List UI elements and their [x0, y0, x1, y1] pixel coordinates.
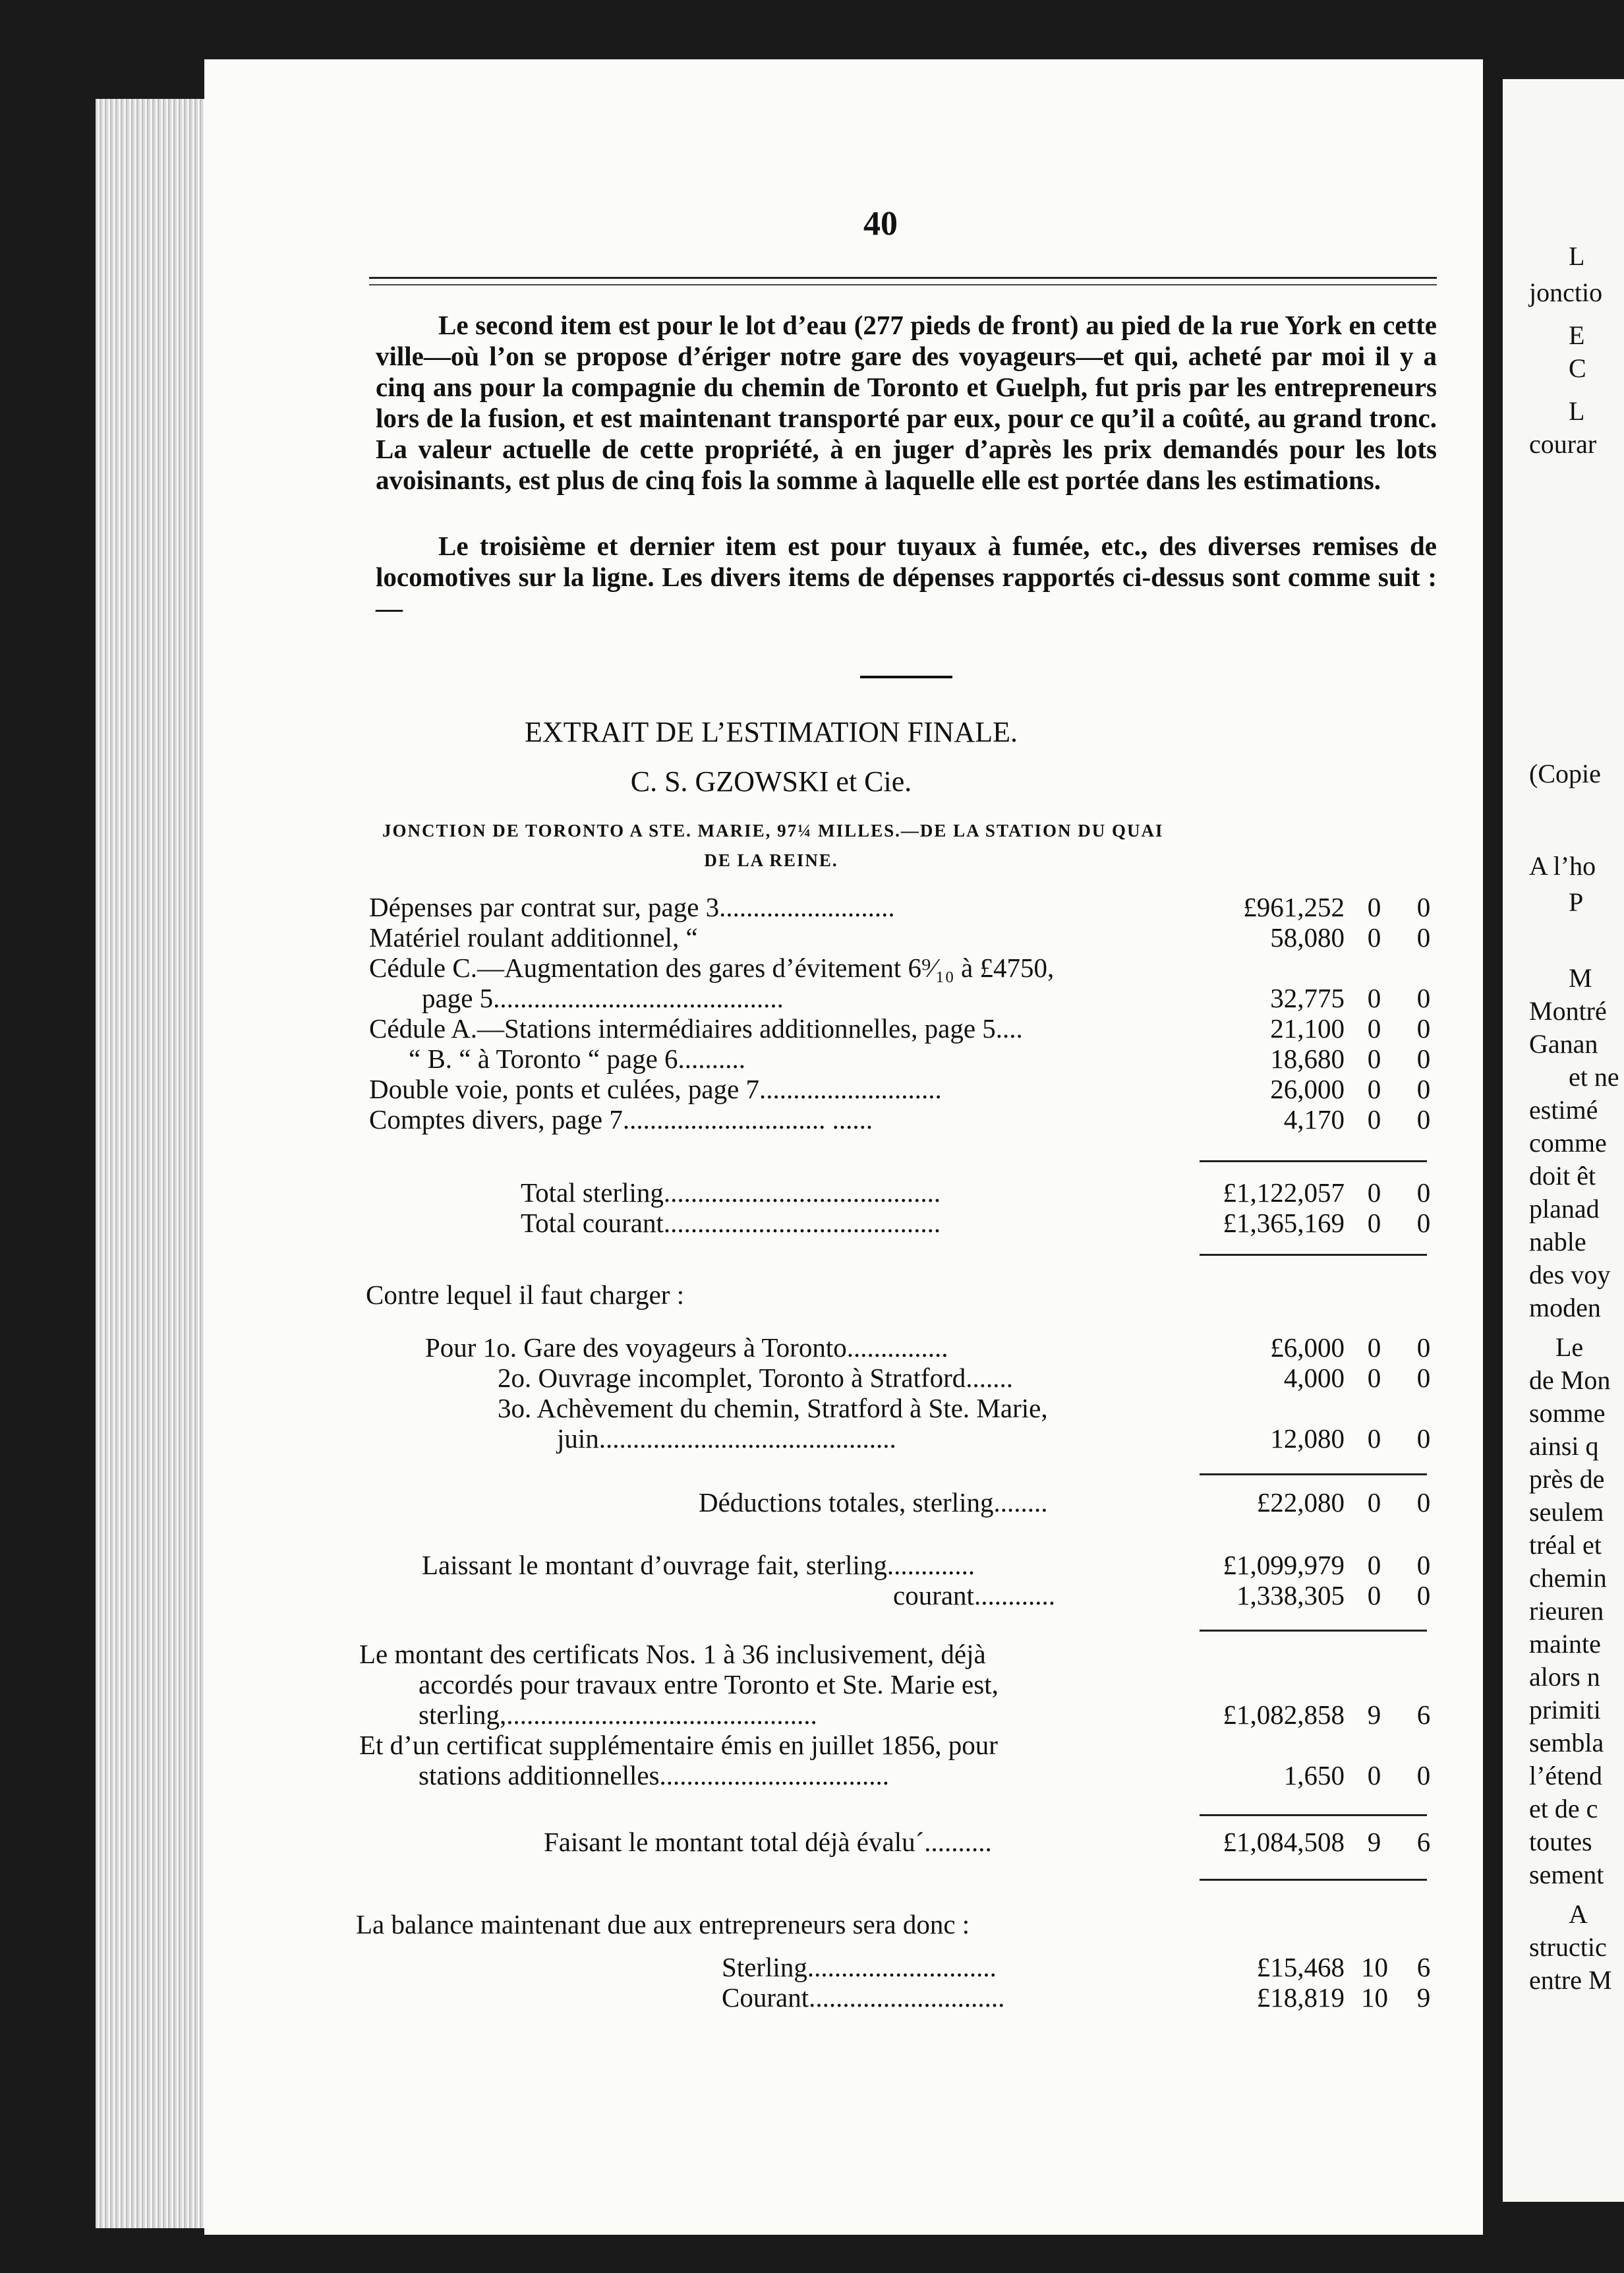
certificate-rule	[1200, 1814, 1427, 1816]
row-amount: 4,000	[1283, 1363, 1345, 1393]
row-label: Matériel roulant additionnel, “	[369, 922, 698, 953]
row-shillings: 10	[1361, 1952, 1388, 1982]
row-shillings: 9	[1367, 1827, 1381, 1857]
estimate-row	[0, 1104, 1624, 1134]
remaining-sterling-row	[0, 1549, 1624, 1579]
facing-page-fragment: somme	[1529, 1398, 1606, 1428]
facing-page-fragment: entre M	[1529, 1965, 1612, 1995]
facing-page-fragment: nable	[1529, 1227, 1586, 1256]
row-label: juin............................................	[557, 1423, 896, 1454]
row-amount: 58,080	[1270, 922, 1345, 953]
facing-page-fragment: comme	[1529, 1128, 1607, 1158]
estimate-title: EXTRAIT DE L’ESTIMATION FINALE.	[525, 716, 1018, 748]
row-pence: 0	[1416, 1013, 1431, 1044]
row-label: page 5...........................................	[422, 983, 784, 1013]
facing-page-fragment: primiti	[1529, 1695, 1601, 1725]
facing-page-fragment: de Mon	[1529, 1365, 1611, 1395]
facing-page-fragment: Montré	[1529, 996, 1607, 1026]
row-pence: 0	[1416, 892, 1431, 922]
row-amount: £1,099,979	[1223, 1550, 1345, 1580]
facing-page-fragment: M	[1569, 963, 1592, 993]
row-shillings: 0	[1367, 983, 1381, 1013]
row-label: Et d’un certificat supplémentaire émis en juillet 1856, pour	[359, 1730, 998, 1760]
row-amount: 12,080	[1270, 1423, 1345, 1454]
balance-sterling-row	[0, 1951, 1624, 1982]
row-label: Déductions totales, sterling........	[699, 1487, 1048, 1518]
facing-page-fragment: courar	[1529, 429, 1597, 459]
row-pence: 0	[1416, 1423, 1431, 1454]
row-label: Pour 1o. Gare des voyageurs à Toronto...............	[425, 1332, 948, 1363]
total-rule	[1200, 1160, 1427, 1162]
row-amount: £961,252	[1243, 892, 1345, 922]
remaining-rule	[1200, 1630, 1427, 1632]
facing-page-fragment: alors n	[1529, 1662, 1600, 1692]
facing-page-fragment: A	[1569, 1899, 1588, 1929]
deduction-row	[0, 1392, 1624, 1423]
estimate-row	[0, 891, 1624, 922]
charge-label: Contre lequel il faut charger :	[366, 1280, 685, 1310]
facing-page-fragment: (Copie	[1529, 759, 1601, 788]
balance-courant-row	[0, 1982, 1624, 2012]
certificate-row	[0, 1638, 1624, 1668]
section-divider	[860, 676, 952, 678]
deduction-rule	[1200, 1473, 1427, 1475]
facing-page-fragment: près de	[1529, 1464, 1605, 1494]
facing-page-fragment: l’étend	[1529, 1761, 1603, 1790]
row-pence: 0	[1416, 1487, 1431, 1518]
facing-page-fragment: et ne	[1569, 1062, 1619, 1092]
certificate-row	[0, 1668, 1624, 1699]
facing-page-fragment: E	[1569, 320, 1585, 350]
row-amount: £18,819	[1256, 1982, 1345, 2013]
row-shillings: 0	[1367, 1550, 1381, 1580]
facing-page-fragment: sembla	[1529, 1728, 1604, 1757]
facing-page-fragment: estimé	[1529, 1095, 1598, 1125]
row-pence: 0	[1416, 1044, 1431, 1074]
row-shillings: 0	[1367, 1177, 1381, 1208]
facing-page-fragment: tréal et	[1529, 1530, 1602, 1560]
facing-page-fragment: structic	[1529, 1932, 1607, 1962]
row-label: Dépenses par contrat sur, page 3..........................	[369, 892, 895, 922]
row-shillings: 0	[1367, 1104, 1381, 1135]
facing-page-fragment: sement	[1529, 1860, 1604, 1889]
row-shillings: 0	[1367, 1760, 1381, 1790]
facing-page-fragment: jonctio	[1529, 278, 1603, 307]
facing-page-fragment: Le	[1555, 1332, 1584, 1362]
row-label: stations additionnelles..................................	[419, 1760, 890, 1790]
row-amount: £22,080	[1256, 1487, 1345, 1518]
row-pence: 9	[1416, 1982, 1431, 2013]
row-shillings: 9	[1367, 1699, 1381, 1730]
row-shillings: 0	[1367, 892, 1381, 922]
row-shillings: 0	[1367, 1580, 1381, 1610]
row-pence: 6	[1416, 1827, 1431, 1857]
row-amount: £6,000	[1270, 1332, 1345, 1363]
row-label: Total courant.........................................	[521, 1208, 941, 1238]
facing-page-fragment: toutes	[1529, 1827, 1592, 1856]
deductions-total-row	[0, 1487, 1624, 1517]
row-label: Le montant des certificats Nos. 1 à 36 inclusivement, déjà	[359, 1639, 986, 1669]
row-amount: 1,650	[1283, 1760, 1345, 1790]
row-amount: 4,170	[1283, 1104, 1345, 1135]
row-label: Cédule A.—Stations intermédiaires additionnelles, page 5....	[369, 1013, 1023, 1044]
row-label: Laissant le montant d’ouvrage fait, sterling.............	[422, 1550, 975, 1580]
row-label: sterling,..............................................	[419, 1699, 817, 1730]
facing-page-fragment: rieuren	[1529, 1596, 1604, 1626]
facing-page-fragment: planad	[1529, 1194, 1600, 1224]
remaining-courant-row	[0, 1579, 1624, 1610]
row-label: Faisant le montant total déjà évalu´..........	[544, 1827, 992, 1857]
row-amount: 18,680	[1270, 1044, 1345, 1074]
row-pence: 0	[1416, 1074, 1431, 1104]
certificate-row	[0, 1729, 1624, 1759]
certificate-row	[0, 1699, 1624, 1729]
facing-page-fragment: seulem	[1529, 1497, 1604, 1527]
row-shillings: 0	[1367, 1044, 1381, 1074]
facing-page	[1503, 79, 1624, 2202]
row-label: “ B. “ à Toronto “ page 6..........	[409, 1044, 746, 1074]
deduction-row	[0, 1423, 1624, 1453]
facing-page-fragment: chemin	[1529, 1563, 1607, 1593]
row-amount: 32,775	[1270, 983, 1345, 1013]
row-label: Double voie, ponts et culées, page 7...........................	[369, 1074, 942, 1104]
row-pence: 0	[1416, 1177, 1431, 1208]
estimate-row	[0, 1073, 1624, 1104]
estimate-subtitle-line1: JONCTION DE TORONTO A STE. MARIE, 97¼ MILLES.—DE LA STATION DU QUAI	[382, 821, 1164, 841]
row-label: courant............	[893, 1580, 1055, 1610]
row-amount: £15,468	[1256, 1952, 1345, 1982]
row-pence: 0	[1416, 1580, 1431, 1610]
facing-page-fragment: A l’ho	[1529, 851, 1596, 881]
deduction-row	[0, 1362, 1624, 1392]
row-shillings: 0	[1367, 1208, 1381, 1238]
row-shillings: 0	[1367, 922, 1381, 953]
header-rule	[369, 277, 1437, 285]
page-number: 40	[863, 205, 898, 243]
row-amount: £1,082,858	[1223, 1699, 1345, 1730]
row-pence: 0	[1416, 983, 1431, 1013]
row-pence: 0	[1416, 1363, 1431, 1393]
row-shillings: 10	[1361, 1982, 1388, 2013]
row-label: 2o. Ouvrage incomplet, Toronto à Stratford.......	[498, 1363, 1014, 1393]
facing-page-fragment: L	[1569, 396, 1585, 426]
total-courant-row	[0, 1207, 1624, 1237]
row-label: Courant.............................	[722, 1982, 1005, 2013]
row-pence: 0	[1416, 1104, 1431, 1135]
facing-page-fragment: ainsi q	[1529, 1431, 1599, 1461]
paragraph-2: Le troisième et dernier item est pour tuyaux à fumée, etc., des diverses remises de locomotives sur la ligne. Les divers items de dépenses rapportés ci-dessus sont comme suit :—	[376, 531, 1437, 623]
deduction-row	[0, 1332, 1624, 1362]
balance-label: La balance maintenant due aux entrepreneurs sera donc :	[356, 1909, 970, 1939]
facing-page-fragment: et de c	[1529, 1794, 1598, 1823]
row-shillings: 0	[1367, 1363, 1381, 1393]
row-pence: 0	[1416, 1760, 1431, 1790]
certificate-row	[0, 1759, 1624, 1790]
evaluated-total-row	[0, 1826, 1624, 1856]
estimate-row	[0, 952, 1624, 982]
facing-page-fragment: L	[1569, 241, 1585, 271]
row-label: 3o. Achèvement du chemin, Stratford à Ste. Marie,	[498, 1393, 1048, 1423]
facing-page-fragment: C	[1569, 353, 1586, 383]
paragraph-1: Le second item est pour le lot d’eau (277 pieds de front) au pied de la rue York en cette ville—où l’on se propose d’ériger notre gare des voyageurs—et qui, acheté par moi il y a cinq ans pour la compagnie du chemin de Toronto et Guelph, fut pris par les entrepreneurs lors de la fusion, et est maintenant transporté par eux, pour ce qu’il a coûté, au grand tronc. La valeur actuelle de cette propriété, à en juger d’après les prix demandés pour les lots avoisinants, est plus de cinq fois la somme à laquelle elle est portée dans les estimations.	[376, 310, 1437, 495]
row-label: Sterling............................	[722, 1952, 997, 1982]
facing-page-fragment: mainte	[1529, 1629, 1601, 1659]
estimate-row	[0, 1043, 1624, 1073]
estimate-row	[0, 982, 1624, 1013]
row-pence: 0	[1416, 1208, 1431, 1238]
row-amount: £1,122,057	[1223, 1177, 1345, 1208]
row-label: Cédule C.—Augmentation des gares d’évitement 6⁹⁄₁₀ à £4750,	[369, 953, 1055, 983]
row-label: Total sterling.........................................	[521, 1177, 941, 1208]
facing-page-fragment: P	[1569, 887, 1584, 917]
evaluated-rule	[1200, 1879, 1427, 1881]
row-amount: 26,000	[1270, 1074, 1345, 1104]
row-shillings: 0	[1367, 1074, 1381, 1104]
facing-page-fragment: des voy	[1529, 1260, 1611, 1289]
row-pence: 0	[1416, 922, 1431, 953]
row-amount: £1,365,169	[1223, 1208, 1345, 1238]
row-pence: 6	[1416, 1952, 1431, 1982]
company-name: C. S. GZOWSKI et Cie.	[630, 765, 912, 798]
row-pence: 6	[1416, 1699, 1431, 1730]
estimate-row	[0, 1013, 1624, 1043]
estimate-row	[0, 922, 1624, 952]
row-amount: 1,338,305	[1236, 1580, 1345, 1610]
row-shillings: 0	[1367, 1332, 1381, 1363]
total-sterling-row	[0, 1177, 1624, 1207]
facing-page-fragment: Ganan	[1529, 1029, 1598, 1059]
row-amount: 21,100	[1270, 1013, 1345, 1044]
estimate-subtitle-line2: DE LA REINE.	[704, 850, 838, 870]
row-shillings: 0	[1367, 1487, 1381, 1518]
row-shillings: 0	[1367, 1423, 1381, 1454]
row-pence: 0	[1416, 1550, 1431, 1580]
facing-page-fragment: doit êt	[1529, 1161, 1596, 1191]
row-label: accordés pour travaux entre Toronto et Ste. Marie est,	[419, 1669, 999, 1699]
total-rule-bottom	[1200, 1254, 1427, 1256]
row-pence: 0	[1416, 1332, 1431, 1363]
row-shillings: 0	[1367, 1013, 1381, 1044]
row-amount: £1,084,508	[1223, 1827, 1345, 1857]
facing-page-fragment: moden	[1529, 1293, 1601, 1322]
row-label: Comptes divers, page 7.............................. ......	[369, 1104, 873, 1135]
